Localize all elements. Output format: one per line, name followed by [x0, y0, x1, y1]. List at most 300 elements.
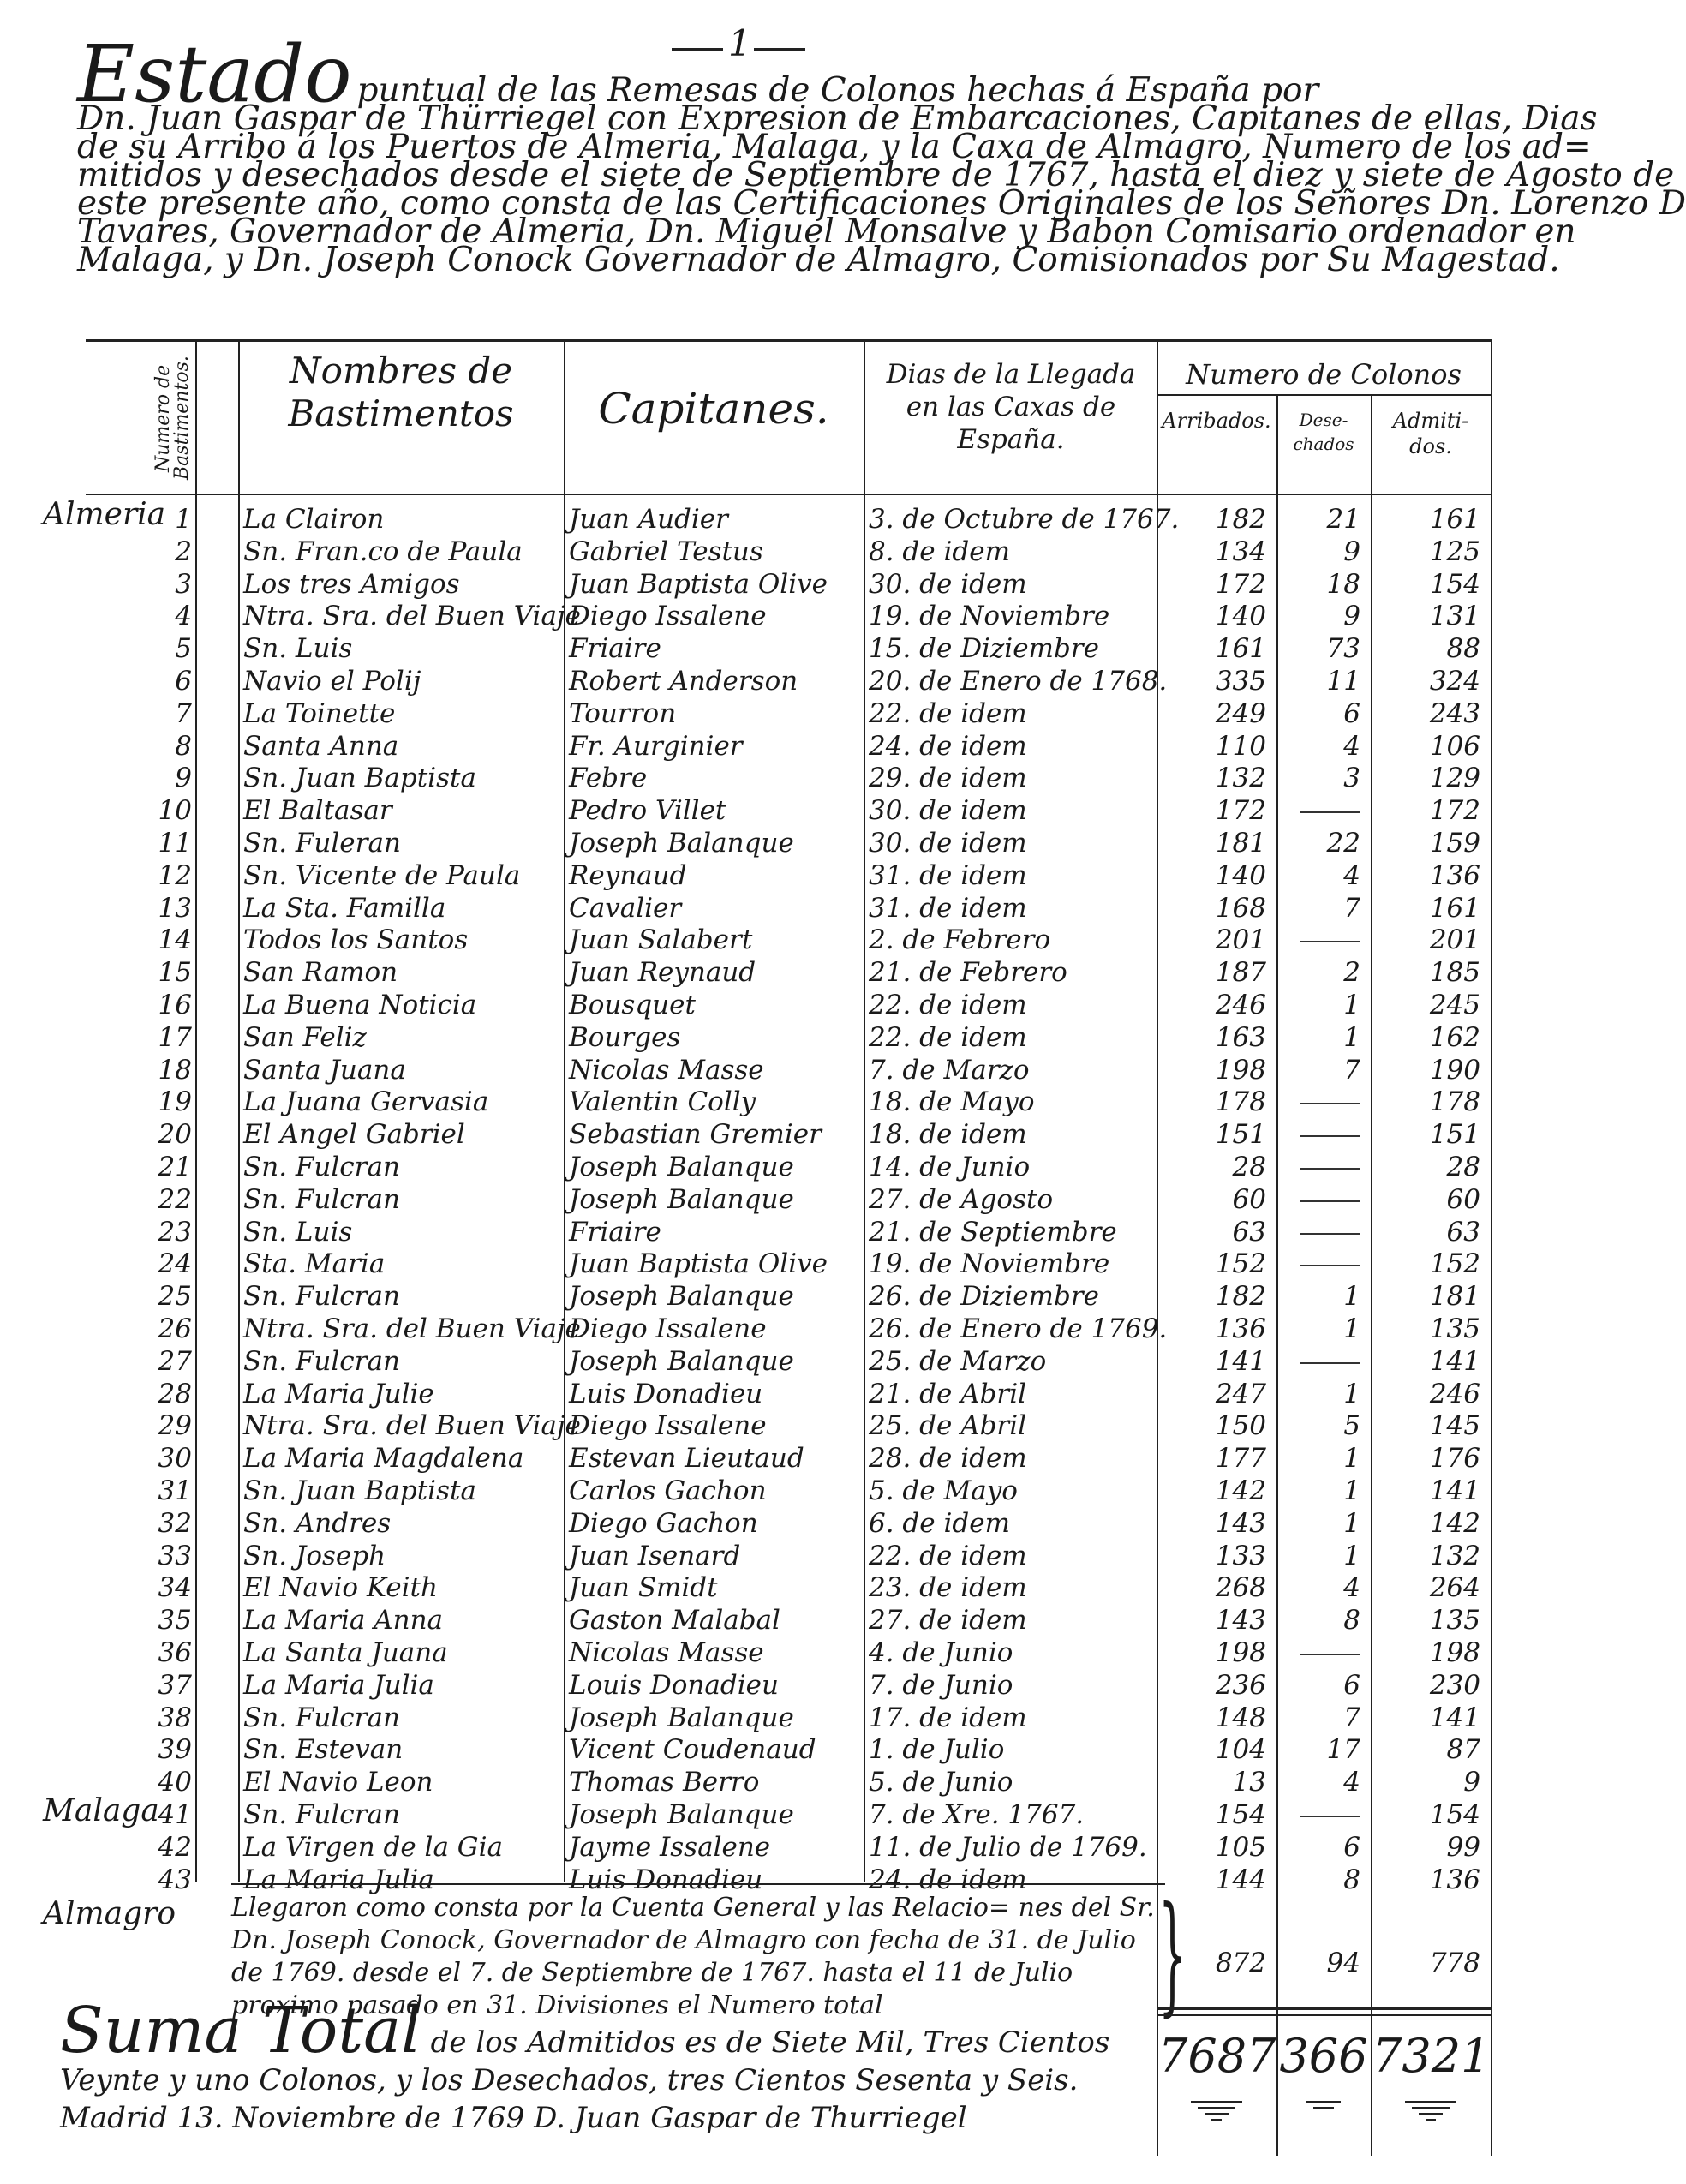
ship-name: La Sta. Familla — [243, 893, 446, 924]
arribados-value: 246 — [1215, 990, 1266, 1020]
ship-name: Sn. Luis — [243, 633, 353, 664]
captain-name: Thomas Berro — [569, 1767, 760, 1798]
ship-name: La Maria Julia — [243, 1864, 434, 1895]
admitidos-value: 99 — [1446, 1832, 1480, 1863]
header-nombres: Nombres de Bastimentos — [288, 350, 514, 434]
row-number: 3 — [175, 569, 192, 600]
desechados-value: 22 — [1326, 828, 1360, 859]
admitidos-value: 245 — [1429, 990, 1480, 1020]
captain-name: Louis Donadieu — [569, 1670, 779, 1701]
empty-dash — [1300, 1233, 1360, 1235]
row-number: 13 — [158, 893, 192, 924]
arribados-value: 141 — [1215, 1346, 1266, 1377]
arribados-value: 140 — [1215, 860, 1266, 891]
arrival-date: 27. de idem — [869, 1605, 1027, 1636]
row-number: 2 — [175, 536, 192, 567]
row-number: 27 — [158, 1346, 192, 1377]
ship-name: La Maria Julia — [243, 1670, 434, 1701]
ship-name: Ntra. Sra. del Buen Viaje — [243, 1313, 581, 1344]
arrival-date: 19. de Noviembre — [869, 1248, 1110, 1279]
admitidos-value: 141 — [1429, 1702, 1480, 1733]
desechados-value — [1278, 1799, 1360, 1830]
desechados-value: 17 — [1326, 1734, 1360, 1765]
admitidos-value: 190 — [1429, 1055, 1480, 1086]
desechados-value: 7 — [1343, 1702, 1360, 1733]
desechados-value: 1 — [1343, 990, 1360, 1020]
arrival-date: 22. de idem — [869, 990, 1027, 1020]
arrival-date: 21. de Abril — [869, 1379, 1027, 1409]
arribados-value: 181 — [1215, 828, 1266, 859]
desechados-value: 6 — [1343, 698, 1360, 729]
captain-name: Friaire — [569, 633, 661, 664]
admitidos-value: 201 — [1429, 924, 1480, 955]
desechados-value: 5 — [1343, 1410, 1360, 1441]
admitidos-value: 181 — [1429, 1281, 1480, 1312]
arrival-date: 21. de Febrero — [869, 957, 1067, 988]
captain-name: Juan Isenard — [569, 1541, 741, 1571]
ship-name: Santa Anna — [243, 731, 399, 762]
admitidos-value: 141 — [1429, 1346, 1480, 1377]
arrival-date: 20. de Enero de 1768. — [869, 666, 1168, 697]
ship-name: Sn. Juan Baptista — [243, 763, 476, 793]
admitidos-value: 136 — [1429, 1864, 1480, 1895]
arribados-value: 168 — [1215, 893, 1266, 924]
captain-name: Cavalier — [569, 893, 682, 924]
admitidos-value: 28 — [1446, 1152, 1480, 1182]
place-malaga: Malaga — [43, 1793, 159, 1828]
row-number: 20 — [158, 1119, 192, 1150]
admitidos-value: 162 — [1429, 1022, 1480, 1053]
captain-name: Nicolas Masse — [569, 1055, 764, 1086]
suma-total-text: Suma Total de los Admitidos es de Siete Mil, Tres Cientos Veynte y uno Colonos, y los Desechados, tres Cientos Sesenta y Seis. Madrid 13. Noviembre de 1769 D. Juan Gaspar de Thurriegel — [60, 1994, 1110, 2135]
ship-name: La Maria Magdalena — [243, 1443, 524, 1474]
row-number: 22 — [158, 1184, 192, 1215]
row-number: 5 — [175, 633, 192, 664]
empty-dash — [1300, 1103, 1360, 1104]
row-number: 19 — [158, 1086, 192, 1117]
captain-name: Reynaud — [569, 860, 687, 891]
ship-name: Sn. Vicente de Paula — [243, 860, 521, 891]
desechados-value: 1 — [1343, 1443, 1360, 1474]
arribados-value: 151 — [1215, 1119, 1266, 1150]
admitidos-value: 151 — [1429, 1119, 1480, 1150]
arribados-value: 172 — [1215, 795, 1266, 826]
row-number: 30 — [158, 1443, 192, 1474]
desechados-value — [1278, 1119, 1360, 1150]
arribados-value: 178 — [1215, 1086, 1266, 1117]
desechados-value: 7 — [1343, 893, 1360, 924]
arrival-date: 1. de Julio — [869, 1734, 1005, 1765]
totals-rule-2 — [1157, 2014, 1491, 2016]
row-number: 11 — [158, 828, 192, 859]
row-number: 33 — [158, 1541, 192, 1571]
ship-name: Sn. Juan Baptista — [243, 1475, 476, 1506]
admitidos-value: 178 — [1429, 1086, 1480, 1117]
captain-name: Bourges — [569, 1022, 681, 1053]
arrival-date: 11. de Julio de 1769. — [869, 1832, 1147, 1863]
desechados-value: 18 — [1326, 569, 1360, 600]
admitidos-value: 145 — [1429, 1410, 1480, 1441]
arrival-date: 3. de Octubre de 1767. — [869, 504, 1180, 535]
row-number: 16 — [158, 990, 192, 1020]
desechados-value: 9 — [1343, 601, 1360, 631]
arribados-value: 201 — [1215, 924, 1266, 955]
admitidos-value: 125 — [1429, 536, 1480, 567]
arribados-value: 140 — [1215, 601, 1266, 631]
empty-dash — [1300, 1200, 1360, 1202]
ship-name: Sn. Fulcran — [243, 1184, 400, 1215]
captain-name: Gabriel Testus — [569, 536, 763, 567]
totals-rule-1 — [1157, 2007, 1491, 2010]
row-number: 26 — [158, 1313, 192, 1344]
captain-name: Juan Baptista Olive — [569, 1248, 828, 1279]
header-desechados: Dese- chados — [1293, 410, 1354, 454]
desechados-value: 6 — [1343, 1832, 1360, 1863]
desechados-value — [1278, 1637, 1360, 1668]
arrival-date: 22. de idem — [869, 698, 1027, 729]
row-number: 25 — [158, 1281, 192, 1312]
row-number: 42 — [158, 1832, 192, 1863]
admitidos-value: 9 — [1463, 1767, 1480, 1798]
row-number: 9 — [175, 763, 192, 793]
arribados-value: 154 — [1215, 1799, 1266, 1830]
header-bottom-rule — [86, 494, 1491, 495]
ship-name: Sn. Estevan — [243, 1734, 404, 1765]
arribados-value: 182 — [1215, 1281, 1266, 1312]
admitidos-value: 87 — [1446, 1734, 1480, 1765]
almagro-arribados: 872 — [1215, 1948, 1266, 1978]
col-divider-captain — [564, 339, 565, 1882]
admitidos-value: 324 — [1429, 666, 1480, 697]
arribados-value: 28 — [1232, 1152, 1266, 1182]
row-number: 40 — [158, 1767, 192, 1798]
captain-name: Diego Issalene — [569, 601, 767, 631]
desechados-value: 2 — [1343, 957, 1360, 988]
captain-name: Juan Audier — [569, 504, 728, 535]
desechados-value: 9 — [1343, 536, 1360, 567]
ship-name: Sn. Fran.co de Paula — [243, 536, 523, 567]
col-divider-date — [864, 339, 865, 1882]
arrival-date: 2. de Febrero — [869, 924, 1051, 955]
row-number: 28 — [158, 1379, 192, 1409]
arrival-date: 15. de Diziembre — [869, 633, 1099, 664]
captain-name: Joseph Balanque — [569, 1184, 794, 1215]
arribados-value: 104 — [1215, 1734, 1266, 1765]
admitidos-value: 198 — [1429, 1637, 1480, 1668]
arribados-value: 142 — [1215, 1475, 1266, 1506]
col-divider-number — [195, 339, 197, 1882]
col-divider-ship — [238, 339, 240, 1882]
header-numero-colonos: Numero de Colonos — [1186, 358, 1462, 391]
admitidos-value: 129 — [1429, 763, 1480, 793]
arrival-date: 31. de idem — [869, 860, 1027, 891]
heading-line-5: este presente año, como consta de las Certificaciones Originales de los Señores Dn. Lorenzo D — [77, 184, 1686, 223]
admitidos-value: 159 — [1429, 828, 1480, 859]
ship-name: El Angel Gabriel — [243, 1119, 465, 1150]
desechados-value: 4 — [1343, 731, 1360, 762]
arrival-date: 28. de idem — [869, 1443, 1027, 1474]
empty-dash — [1300, 1265, 1360, 1266]
captain-name: Juan Smidt — [569, 1572, 718, 1603]
document-heading — [77, 28, 1686, 343]
desechados-value: 73 — [1326, 633, 1360, 664]
row-number: 34 — [158, 1572, 192, 1603]
desechados-value: 1 — [1343, 1475, 1360, 1506]
desechados-value — [1278, 1346, 1360, 1377]
brace-mark: } — [1158, 1880, 1187, 2029]
header-dias: Dias de la Llegada en las Caxas de España. — [886, 359, 1136, 455]
arrival-date: 7. de Marzo — [869, 1055, 1030, 1086]
arribados-value: 143 — [1215, 1508, 1266, 1539]
captain-name: Joseph Balanque — [569, 1281, 794, 1312]
place-almeria: Almeria — [43, 497, 166, 532]
row-number: 14 — [158, 924, 192, 955]
header-capitanes: Capitanes. — [598, 384, 829, 434]
captain-name: Juan Baptista Olive — [569, 569, 828, 600]
row-number: 29 — [158, 1410, 192, 1441]
heading-line-6: Tavares, Governador de Almeria, Dn. Miguel Monsalve y Babon Comisario ordenador en — [77, 212, 1576, 251]
row-number: 7 — [175, 698, 192, 729]
row-number: 1 — [175, 504, 192, 535]
arribados-value: 143 — [1215, 1605, 1266, 1636]
desechados-value: 3 — [1343, 763, 1360, 793]
desechados-value: 1 — [1343, 1541, 1360, 1571]
row-number: 31 — [158, 1475, 192, 1506]
arribados-value: 136 — [1215, 1313, 1266, 1344]
total-arribados: 7687 — [1158, 2029, 1276, 2083]
row-number: 10 — [158, 795, 192, 826]
ship-name: Sn. Fulcran — [243, 1799, 400, 1830]
admitidos-value: 136 — [1429, 860, 1480, 891]
desechados-value: 4 — [1343, 860, 1360, 891]
admitidos-value: 135 — [1429, 1313, 1480, 1344]
row-number: 4 — [175, 601, 192, 631]
ship-name: La Juana Gervasia — [243, 1086, 489, 1117]
desechados-value: 11 — [1326, 666, 1360, 697]
arribados-value: 132 — [1215, 763, 1266, 793]
ship-name: San Ramon — [243, 957, 398, 988]
almagro-desechados: 94 — [1326, 1948, 1360, 1978]
suma-total-title: Suma Total — [60, 1994, 422, 2067]
heading-line-3: de su Arribo á los Puertos de Almeria, Malaga, y la Caxa de Almagro, Numero de los ad= — [77, 128, 1592, 166]
admitidos-value: 172 — [1429, 795, 1480, 826]
admitidos-value: 63 — [1446, 1217, 1480, 1248]
arribados-value: 13 — [1232, 1767, 1266, 1798]
desechados-value: 8 — [1343, 1864, 1360, 1895]
row-number: 12 — [158, 860, 192, 891]
captain-name: Joseph Balanque — [569, 828, 794, 859]
desechados-value: 6 — [1343, 1670, 1360, 1701]
admitidos-value: 106 — [1429, 731, 1480, 762]
heading-estado: Estado — [77, 28, 352, 120]
admitidos-value: 142 — [1429, 1508, 1480, 1539]
ship-name: Santa Juana — [243, 1055, 406, 1086]
empty-dash — [1300, 941, 1360, 942]
row-number: 6 — [175, 666, 192, 697]
arrival-date: 26. de Enero de 1769. — [869, 1313, 1168, 1344]
row-number: 24 — [158, 1248, 192, 1279]
almagro-note: Llegaron como consta por la Cuenta General y las Relacio= nes del Sr. Dn. Joseph Conock, Governador de Almagro con fecha de 31. de Julio de 1769. desde el 7. de Septiembre de 1767. hasta el 11 de Julio proximo pasado en 31. Divisiones el Numero total — [231, 1893, 1155, 2020]
arribados-value: 249 — [1215, 698, 1266, 729]
ship-name: Ntra. Sra. del Buen Viaje — [243, 1410, 581, 1441]
captain-name: Jayme Issalene — [569, 1832, 771, 1863]
colonos-rule — [1157, 394, 1491, 396]
captain-name: Joseph Balanque — [569, 1799, 794, 1830]
heading-line-4: mitidos y desechados desde el siete de Septiembre de 1767, hasta el diez y siete de Agosto de — [77, 156, 1675, 194]
admitidos-value: 243 — [1429, 698, 1480, 729]
ship-name: La Buena Noticia — [243, 990, 477, 1020]
arrival-date: 30. de idem — [869, 569, 1027, 600]
arribados-value: 150 — [1215, 1410, 1266, 1441]
ship-name: El Navio Leon — [243, 1767, 433, 1798]
captain-name: Tourron — [569, 698, 677, 729]
desechados-value — [1278, 795, 1360, 826]
arrival-date: 21. de Septiembre — [869, 1217, 1117, 1248]
row-number: 23 — [158, 1217, 192, 1248]
ship-name: Los tres Amigos — [243, 569, 460, 600]
arribados-value: 63 — [1232, 1217, 1266, 1248]
document-sheet — [26, 7, 1686, 2175]
admitidos-value: 152 — [1429, 1248, 1480, 1279]
arrival-date: 22. de idem — [869, 1022, 1027, 1053]
captain-name: Joseph Balanque — [569, 1702, 794, 1733]
admitidos-value: 154 — [1429, 1799, 1480, 1830]
arribados-value: 247 — [1215, 1379, 1266, 1409]
ship-name: Navio el Polij — [243, 666, 422, 697]
desechados-value — [1278, 1152, 1360, 1182]
heading-line-1: Estado puntual de las Remesas de Colonos hechas á España por — [77, 28, 1319, 120]
empty-dash — [1300, 1168, 1360, 1170]
flourish-mark — [1191, 2097, 1242, 2132]
row-number: 43 — [158, 1864, 192, 1895]
captain-name: Carlos Gachon — [569, 1475, 767, 1506]
arrival-date: 23. de idem — [869, 1572, 1027, 1603]
row-number: 15 — [158, 957, 192, 988]
desechados-value: 1 — [1343, 1379, 1360, 1409]
admitidos-value: 161 — [1429, 893, 1480, 924]
row-number: 41 — [158, 1799, 192, 1830]
arrival-date: 4. de Junio — [869, 1637, 1013, 1668]
captain-name: Diego Issalene — [569, 1313, 767, 1344]
ship-name: La Toinette — [243, 698, 396, 729]
ship-name: Sn. Fulcran — [243, 1702, 400, 1733]
desechados-value: 4 — [1343, 1767, 1360, 1798]
captain-name: Diego Issalene — [569, 1410, 767, 1441]
arribados-value: 105 — [1215, 1832, 1266, 1863]
ship-name: La Maria Julie — [243, 1379, 434, 1409]
admitidos-value: 176 — [1429, 1443, 1480, 1474]
arrival-date: 18. de idem — [869, 1119, 1027, 1150]
arrival-date: 18. de Mayo — [869, 1086, 1035, 1117]
arribados-value: 152 — [1215, 1248, 1266, 1279]
captain-name: Gaston Malabal — [569, 1605, 780, 1636]
empty-dash — [1300, 1654, 1360, 1655]
arrival-date: 17. de idem — [869, 1702, 1027, 1733]
arribados-value: 148 — [1215, 1702, 1266, 1733]
arribados-value: 177 — [1215, 1443, 1266, 1474]
almagro-top-rule — [231, 1883, 1165, 1885]
arribados-value: 335 — [1215, 666, 1266, 697]
ship-name: Sn. Andres — [243, 1508, 392, 1539]
ship-name: La Clairon — [243, 504, 385, 535]
desechados-value — [1278, 1248, 1360, 1279]
arribados-value: 236 — [1215, 1670, 1266, 1701]
ship-name: La Virgen de la Gia — [243, 1832, 503, 1863]
row-number: 36 — [158, 1637, 192, 1668]
captain-name: Luis Donadieu — [569, 1379, 763, 1409]
captain-name: Robert Anderson — [569, 666, 798, 697]
ship-name: Sn. Luis — [243, 1217, 353, 1248]
captain-name: Valentin Colly — [569, 1086, 756, 1117]
admitidos-value: 141 — [1429, 1475, 1480, 1506]
ship-name: El Navio Keith — [243, 1572, 438, 1603]
ship-name: El Baltasar — [243, 795, 392, 826]
arribados-value: 198 — [1215, 1055, 1266, 1086]
desechados-value: 21 — [1326, 504, 1360, 535]
arribados-value: 144 — [1215, 1864, 1266, 1895]
captain-name: Joseph Balanque — [569, 1152, 794, 1182]
arrival-date: 26. de Diziembre — [869, 1281, 1099, 1312]
arribados-value: 163 — [1215, 1022, 1266, 1053]
ship-name: Sta. Maria — [243, 1248, 386, 1279]
arrival-date: 30. de idem — [869, 795, 1027, 826]
captain-name: Febre — [569, 763, 648, 793]
admitidos-value: 185 — [1429, 957, 1480, 988]
captain-name: Diego Gachon — [569, 1508, 758, 1539]
arribados-value: 182 — [1215, 504, 1266, 535]
desechados-value: 1 — [1343, 1022, 1360, 1053]
place-almagro: Almagro — [43, 1896, 176, 1931]
admitidos-value: 131 — [1429, 601, 1480, 631]
arribados-value: 133 — [1215, 1541, 1266, 1571]
admitidos-value: 88 — [1446, 633, 1480, 664]
ship-name: Ntra. Sra. del Buen Viaje — [243, 601, 581, 631]
heading-line-2: Dn. Juan Gaspar de Thürriegel con Expresion de Embarcaciones, Capitanes de ellas, Dias — [77, 99, 1598, 138]
arrival-date: 22. de idem — [869, 1541, 1027, 1571]
arrival-date: 7. de Junio — [869, 1670, 1013, 1701]
ship-name: San Feliz — [243, 1022, 367, 1053]
arrival-date: 5. de Mayo — [869, 1475, 1018, 1506]
desechados-value: 7 — [1343, 1055, 1360, 1086]
empty-dash — [1300, 811, 1360, 813]
header-arribados: Arribados. — [1162, 409, 1271, 433]
arribados-value: 60 — [1232, 1184, 1266, 1215]
captain-name: Pedro Villet — [569, 795, 726, 826]
header-admitidos: Admiti- dos. — [1392, 409, 1469, 458]
page-number: 1 — [728, 22, 751, 64]
row-number: 21 — [158, 1152, 192, 1182]
ship-name: Sn. Fulcran — [243, 1281, 400, 1312]
arribados-value: 268 — [1215, 1572, 1266, 1603]
arribados-value: 198 — [1215, 1637, 1266, 1668]
admitidos-value: 230 — [1429, 1670, 1480, 1701]
desechados-value: 1 — [1343, 1281, 1360, 1312]
arribados-value: 161 — [1215, 633, 1266, 664]
captain-name: Juan Reynaud — [569, 957, 756, 988]
row-number: 18 — [158, 1055, 192, 1086]
admitidos-value: 264 — [1429, 1572, 1480, 1603]
row-number: 38 — [158, 1702, 192, 1733]
empty-dash — [1300, 1135, 1360, 1137]
header-top-rule — [86, 339, 1491, 342]
col-divider-right — [1491, 339, 1492, 2156]
ship-name: Sn. Joseph — [243, 1541, 386, 1571]
arrival-date: 30. de idem — [869, 828, 1027, 859]
arrival-date: 27. de Agosto — [869, 1184, 1054, 1215]
arrival-date: 6. de idem — [869, 1508, 1010, 1539]
desechados-value — [1278, 924, 1360, 955]
arrival-date: 7. de Xre. 1767. — [869, 1799, 1085, 1830]
